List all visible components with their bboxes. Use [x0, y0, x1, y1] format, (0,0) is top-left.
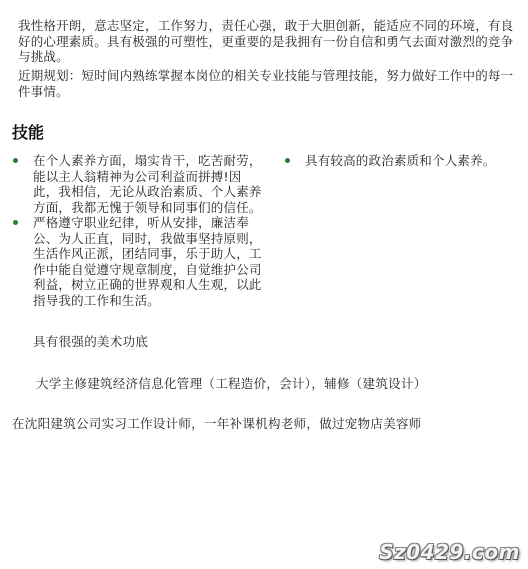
- skills-item-text: 在个人素养方面，塌实肯干，吃苦耐劳，能以主人翁精神为公司利益而拼搏!因此，我相信，无论从政治素质、个人素养方面，我都无愧于领导和同事们的信任。: [33, 153, 262, 215]
- skills-list-item: [33, 215, 263, 308]
- skills-left-list: [33, 153, 263, 308]
- bullet-icon: [285, 158, 290, 163]
- skills-item-text: 具有较高的政治素质和个人素养。: [305, 153, 496, 168]
- skills-heading: 技能: [12, 123, 45, 142]
- skills-right-list: [305, 153, 520, 169]
- plan-paragraph: [18, 68, 518, 99]
- bullet-icon: [13, 220, 18, 225]
- skills-item-text: 严格遵守职业纪律，听从安排，廉洁奉公、为人正直，同时，我做事坚持原则，生活作风正派，团结同事，乐于助人，工作中能自觉遵守规章制度，自觉维护公司利益，树立正确的世界观和人生观，以此指导我的工作和生活。: [33, 215, 262, 308]
- art-skill-line: 具有很强的美术功底: [33, 334, 149, 349]
- skills-list-item: [33, 153, 263, 215]
- bullet-icon: [13, 158, 18, 163]
- education-line: 大学主修建筑经济信息化管理（工程造价，会计），辅修（建筑设计）: [36, 376, 427, 391]
- skills-list-item: [305, 153, 520, 169]
- site-watermark: Sz0429.com: [379, 540, 520, 564]
- personality-text: 我性格开朗，意志坚定，工作努力，责任心强，敢于大胆创新，能适应不同的环境，有良好的心理素质。具有极强的可塑性，更重要的是我拥有一份自信和勇气去面对激烈的竞争与挑战。: [18, 18, 514, 64]
- personality-paragraph: [18, 18, 518, 65]
- experience-line: 在沈阳建筑公司实习工作设计师，一年补课机构老师，做过宠物店美容师: [12, 416, 422, 431]
- plan-text: 近期规划：短时间内熟练掌握本岗位的相关专业技能与管理技能，努力做好工作中的每一件事情。: [18, 68, 514, 99]
